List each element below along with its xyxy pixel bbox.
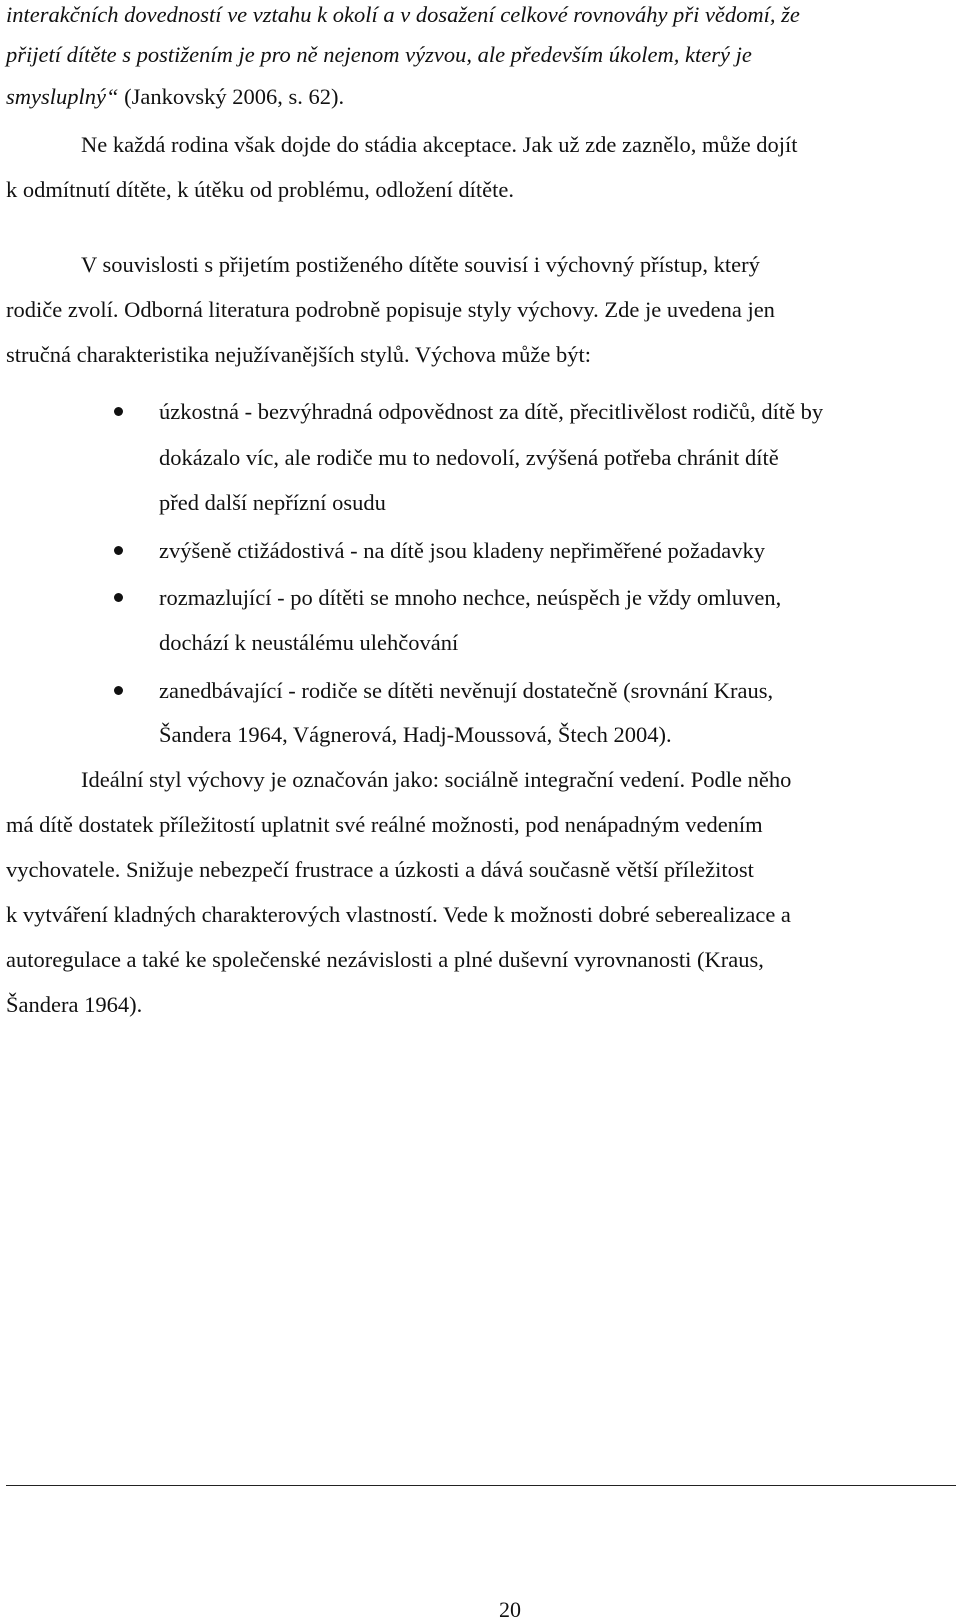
paragraph3-line2: rodiče zvolí. Odborná literatura podrobně popisuje styly výchovy. Zde je uvedena jen <box>6 297 775 322</box>
bullet1-line1: úzkostná - bezvýhradná odpovědnost za dítě, přecitlivělost rodičů, dítě by <box>159 399 824 424</box>
bullet1-line2: dokázalo víc, ale rodiče mu to nedovolí, zvýšená potřeba chránit dítě <box>159 445 779 470</box>
bullet-icon <box>114 546 123 555</box>
page-number: 20 <box>499 1597 521 1622</box>
quote-end-text: smysluplný“ <box>6 84 119 109</box>
paragraph2-line1: Ne každá rodina však dojde do stádia akceptace. Jak už zde zaznělo, může dojít <box>81 132 798 157</box>
paragraph4-line5: autoregulace a také ke společenské nezávislosti a plné duševní vyrovnanosti (Kraus, <box>6 947 764 972</box>
paragraph1-line3 <box>6 82 344 112</box>
paragraph4-line2: má dítě dostatek příležitostí uplatnit své reálné možnosti, pod nenápadným vedením <box>6 812 763 837</box>
bullet3-line1: rozmazlující - po dítěti se mnoho nechce, neúspěch je vždy omluven, <box>159 585 782 610</box>
citation-text: (Jankovský 2006, s. 62). <box>118 84 345 109</box>
paragraph4-line6: Šandera 1964). <box>6 992 143 1017</box>
bullet2-line1: zvýšeně ctižádostivá - na dítě jsou kladeny nepřiměřené požadavky <box>159 538 766 563</box>
paragraph1-line1: interakčních dovedností ve vztahu k okolí a v dosažení celkové rovnováhy při vědomí, že <box>6 2 800 27</box>
document-page <box>6 0 951 1616</box>
paragraph3-line1: V souvislosti s přijetím postiženého dítěte souvisí i výchovný přístup, který <box>81 252 760 277</box>
paragraph4-line1: Ideální styl výchovy je označován jako: sociálně integrační vedení. Podle něho <box>81 767 792 792</box>
bullet-icon <box>114 686 123 695</box>
bullet3-line2: dochází k neustálému ulehčování <box>159 630 459 655</box>
paragraph4-line3: vychovatele. Snižuje nebezpečí frustrace a úzkosti a dává současně větší příležitost <box>6 857 754 882</box>
paragraph4-line4: k vytváření kladných charakterových vlastností. Vede k možnosti dobré seberealizace a <box>6 902 791 927</box>
footer-divider <box>6 1485 956 1486</box>
paragraph3-line3: stručná charakteristika nejužívanějších stylů. Výchova může být: <box>6 342 592 367</box>
bullet4-line2: Šandera 1964, Vágnerová, Hadj-Moussová, Štech 2004). <box>159 722 672 747</box>
bullet-icon <box>114 407 123 416</box>
bullet4-line1: zanedbávající - rodiče se dítěti nevěnují dostatečně (srovnání Kraus, <box>159 678 774 703</box>
paragraph1-line2: přijetí dítěte s postižením je pro ně nejenom výzvou, ale především úkolem, který je <box>6 42 752 67</box>
bullet-icon <box>114 593 123 602</box>
bullet1-line3: před další nepřízní osudu <box>159 490 386 515</box>
paragraph2-line2: k odmítnutí dítěte, k útěku od problému, odložení dítěte. <box>6 177 515 202</box>
